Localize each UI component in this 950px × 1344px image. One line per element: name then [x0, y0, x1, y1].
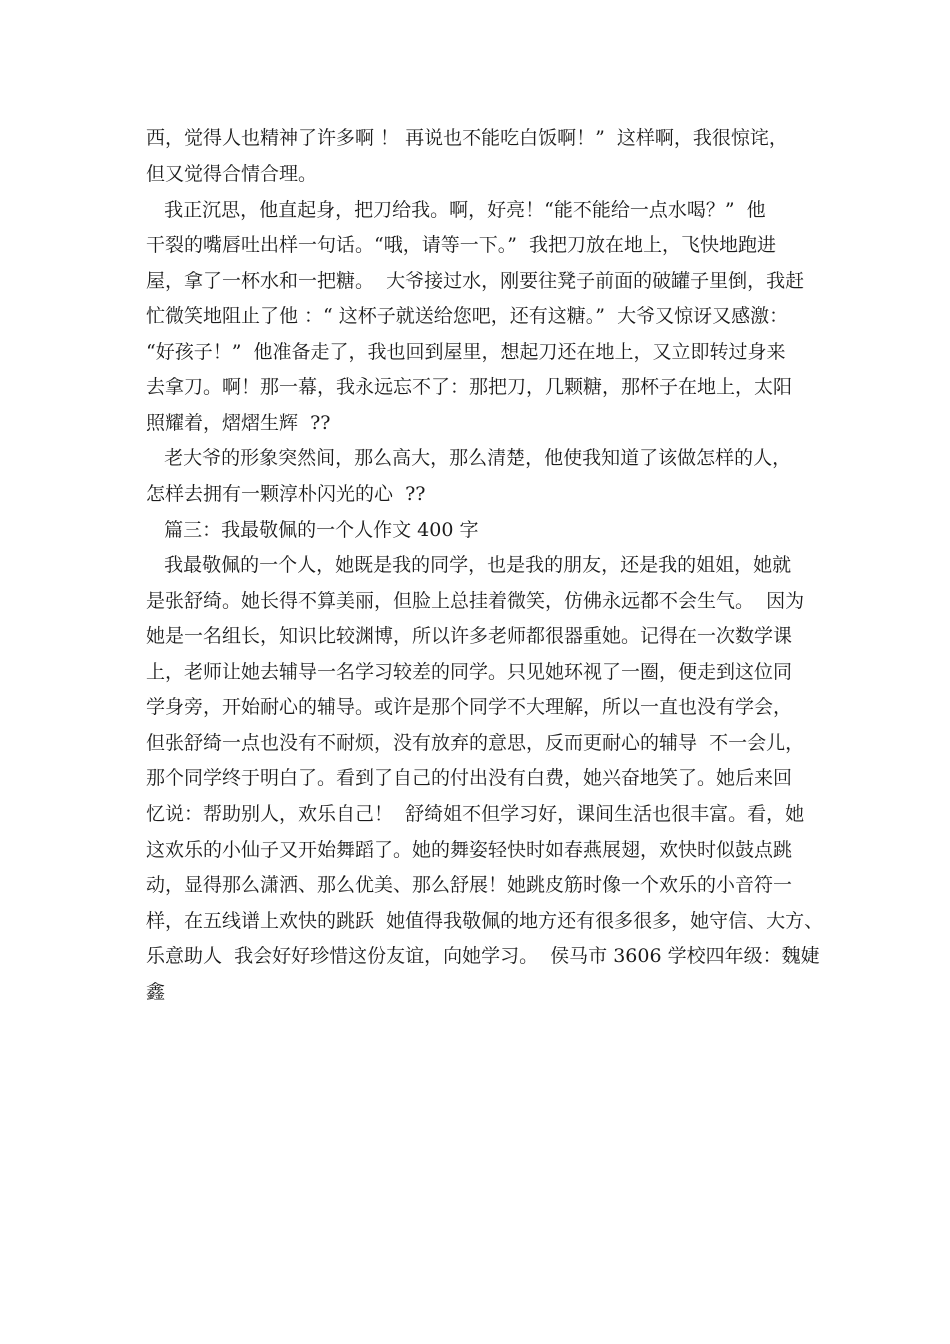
text-line: 怎样去拥有一颗淳朴闪光的心 ??: [146, 483, 426, 505]
text-line: 照耀着，熠熠生辉 ??: [146, 412, 331, 434]
text-line: 但张舒绮一点也没有不耐烦，没有放弃的意思，反而更耐心的辅导 不一会儿，: [146, 732, 805, 754]
section-heading: 篇三：我最敬佩的一个人作文 400 字: [146, 519, 479, 541]
text-line: 屋，拿了一杯水和一把糖。 大爷接过水，刚要往凳子前面的破罐子里倒，我赶: [146, 270, 805, 292]
text-line: 动，显得那么潇洒、那么优美、那么舒展！她跳皮筋时像一个欢乐的小音符一: [146, 874, 793, 896]
text-line: 我最敬佩的一个人，她既是我的同学，也是我的朋友，还是我的姐姐，她就: [146, 554, 792, 576]
text-line: 样，在五线谱上欢快的跳跃 她值得我敬佩的地方还有很多很多，她守信、大方、: [146, 910, 824, 932]
text-line: 学身旁，开始耐心的辅导。或许是那个同学不大理解，所以一直也没有学会，: [146, 696, 793, 718]
text-line: 那个同学终于明白了。看到了自己的付出没有白费，她兴奋地笑了。她后来回: [146, 767, 793, 789]
text-line: 是张舒绮。她长得不算美丽，但脸上总挂着微笑，仿佛永远都不会生气。 因为: [146, 590, 805, 612]
text-line: 这欢乐的小仙子又开始舞蹈了。她的舞姿轻快时如春燕展翅，欢快时似鼓点跳: [146, 839, 793, 861]
text-line: 干裂的嘴唇吐出样一句话。“哦，请等一下。” 我把刀放在地上，飞快地跑进: [146, 234, 777, 256]
text-line: 上，老师让她去辅导一名学习较差的同学。只见她环视了一圈，便走到这位同: [146, 661, 793, 683]
text-line: 乐意助人 我会好好珍惜这份友谊，向她学习。 侯马市 3606 学校四年级：魏婕: [146, 945, 820, 967]
text-line: 她是一名组长，知识比较渊博，所以许多老师都很器重她。记得在一次数学课: [146, 625, 793, 647]
text-line: 但又觉得合情合理。: [146, 163, 318, 185]
text-line: 老大爷的形象突然间，那么高大，那么清楚，他使我知道了该做怎样的人，: [146, 447, 792, 469]
text-line: “好孩子！” 他准备走了，我也回到屋里，想起刀还在地上，又立即转过身来: [146, 341, 786, 363]
text-line: 去拿刀。啊！那一幕，我永远忘不了：那把刀，几颗糖，那杯子在地上，太阳: [146, 376, 793, 398]
text-line: 我正沉思，他直起身，把刀给我。啊，好亮！“能不能给一点水喝？” 他: [146, 199, 766, 221]
text-line: 西，觉得人也精神了许多啊 ！ 再说也不能吃白饭啊！” 这样啊，我很惊诧，: [146, 127, 788, 149]
text-line: 鑫: [146, 981, 166, 1003]
text-line: 忆说：帮助别人，欢乐自己！ 舒绮姐不但学习好，课间生活也很丰富。看，她: [146, 803, 805, 825]
text-line: 忙微笑地阻止了他 ：“ 这杯子就送给您吧，还有这糖。” 大爷又惊讶又感激：: [146, 305, 789, 327]
